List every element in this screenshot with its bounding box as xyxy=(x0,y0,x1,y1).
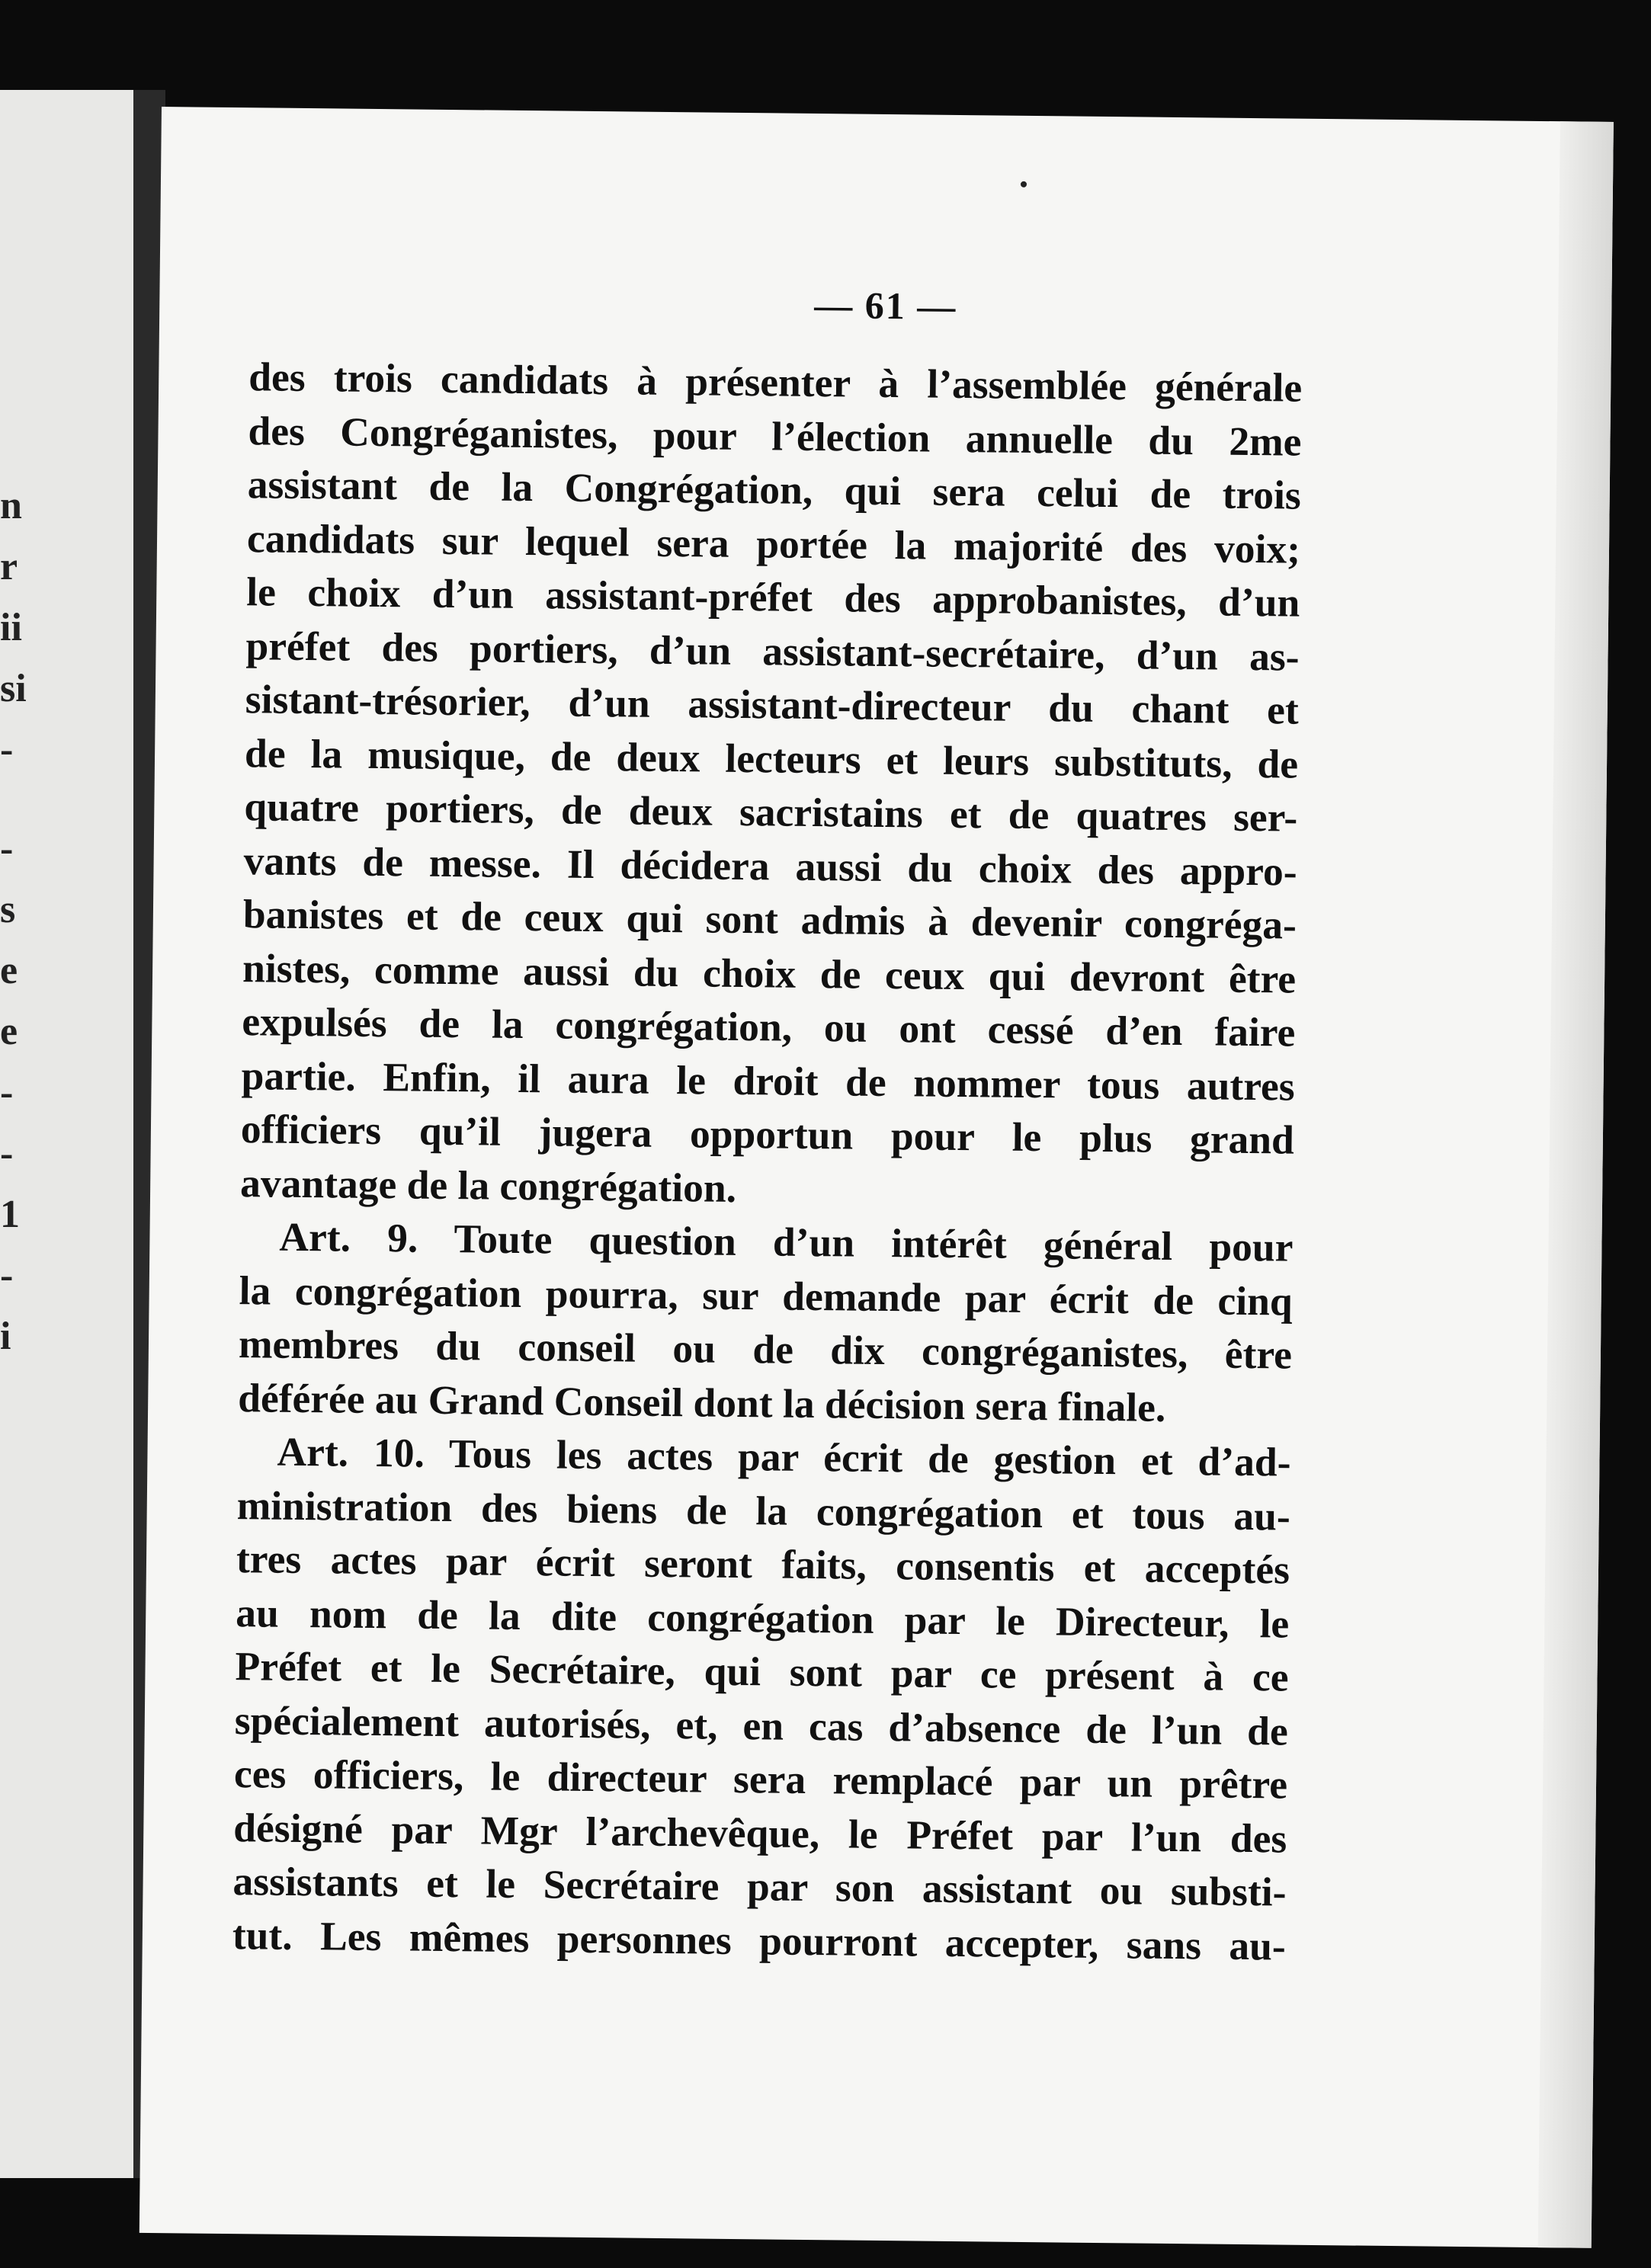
left-page-fragment: n xyxy=(0,484,22,527)
text-line: Préfet et le Secrétaire, qui sont par ce présent à ce xyxy=(235,1643,1289,1700)
text-line: officiers qu’il jugera opportun pour le plus grand xyxy=(240,1106,1295,1163)
text-line: désigné par Mgr l’archevêque, le Préfet par l’un des xyxy=(233,1804,1287,1862)
left-page-fragment: r xyxy=(0,545,18,588)
text-line: de la musique, de deux lecteurs et leurs substituts, de xyxy=(244,729,1299,787)
text-line: au nom de la dite congrégation par le Directeur, le xyxy=(236,1589,1290,1647)
page-edge-shadow xyxy=(1538,121,1614,2248)
text-line: des trois candidats à présenter à l’assemblée générale xyxy=(248,354,1303,411)
text-line: quatre portiers, de deux sacristains et de quatres ser- xyxy=(244,783,1298,841)
left-page-fragment: e xyxy=(0,1010,18,1053)
text-line: candidats sur lequel sera portée la majorité des voix; xyxy=(246,514,1301,572)
text-line: membres du conseil ou de dix congréganistes, être xyxy=(238,1321,1293,1378)
text-line: tres actes par écrit seront faits, consentis et acceptés xyxy=(236,1536,1290,1593)
page-body-text xyxy=(232,350,1303,1972)
left-page-fragment: 1 xyxy=(0,1193,20,1236)
left-page-edge xyxy=(0,90,145,2178)
text-line: assistant de la Congrégation, qui sera celui de trois xyxy=(247,461,1302,518)
left-page-fragment: - xyxy=(0,1132,14,1175)
text-line: préfet des portiers, d’un assistant-secrétaire, d’un as- xyxy=(245,622,1300,680)
left-page-fragment: - xyxy=(0,827,14,870)
page-number: — 61 — xyxy=(814,283,957,328)
text-line: nistes, comme aussi du choix de ceux qui devront être xyxy=(242,944,1297,1002)
text-line: vants de messe. Il décidera aussi du choix des appro- xyxy=(243,837,1297,895)
text-line: déférée au Grand Conseil dont la décision sera finale. xyxy=(237,1374,1166,1430)
text-line: partie. Enfin, il aura le droit de nommer tous autres xyxy=(241,1052,1295,1110)
left-page-fragment: si xyxy=(0,667,27,710)
text-line: ces officiers, le directeur sera remplacé par un prêtre xyxy=(233,1751,1288,1808)
text-line: des Congréganistes, pour l’élection annuelle du 2me xyxy=(248,407,1302,465)
text-line: expulsés de la congrégation, ou ont cessé d’en faire xyxy=(242,998,1296,1056)
text-line: spécialement autorisés, et, en cas d’absence de l’un de xyxy=(234,1696,1289,1754)
text-line: Art. 9. Toute question d’un intérêt général pour xyxy=(279,1213,1294,1270)
text-line: assistants et le Secrétaire par son assistant ou substi- xyxy=(232,1858,1287,1915)
text-line: ministration des biens de la congrégation et tous au- xyxy=(236,1482,1291,1539)
left-page-fragment: s xyxy=(0,888,16,931)
left-page-fragment: - xyxy=(0,1254,14,1297)
text-line: avantage de la congrégation. xyxy=(239,1159,737,1211)
text-line: Art. 10. Tous les actes par écrit de gestion et d’ad- xyxy=(277,1428,1291,1485)
speck xyxy=(1021,181,1027,187)
left-page-fragment: ii xyxy=(0,606,22,649)
text-line: tut. Les mêmes personnes pourront accepter, sans au- xyxy=(232,1911,1287,1969)
left-page-fragment: - xyxy=(0,1071,14,1114)
left-page-fragment: i xyxy=(0,1315,11,1358)
text-line: banistes et de ceux qui sont admis à devenir congréga- xyxy=(242,891,1297,948)
left-page-fragment: - xyxy=(0,728,14,771)
text-line: sistant-trésorier, d’un assistant-directeur du chant et xyxy=(245,676,1300,733)
text-line: le choix d’un assistant-préfet des approbanistes, d’un xyxy=(246,569,1300,626)
text-line: la congrégation pourra, sur demande par écrit de cinq xyxy=(239,1267,1293,1325)
left-page-fragment: e xyxy=(0,949,18,992)
book-page xyxy=(139,107,1614,2248)
